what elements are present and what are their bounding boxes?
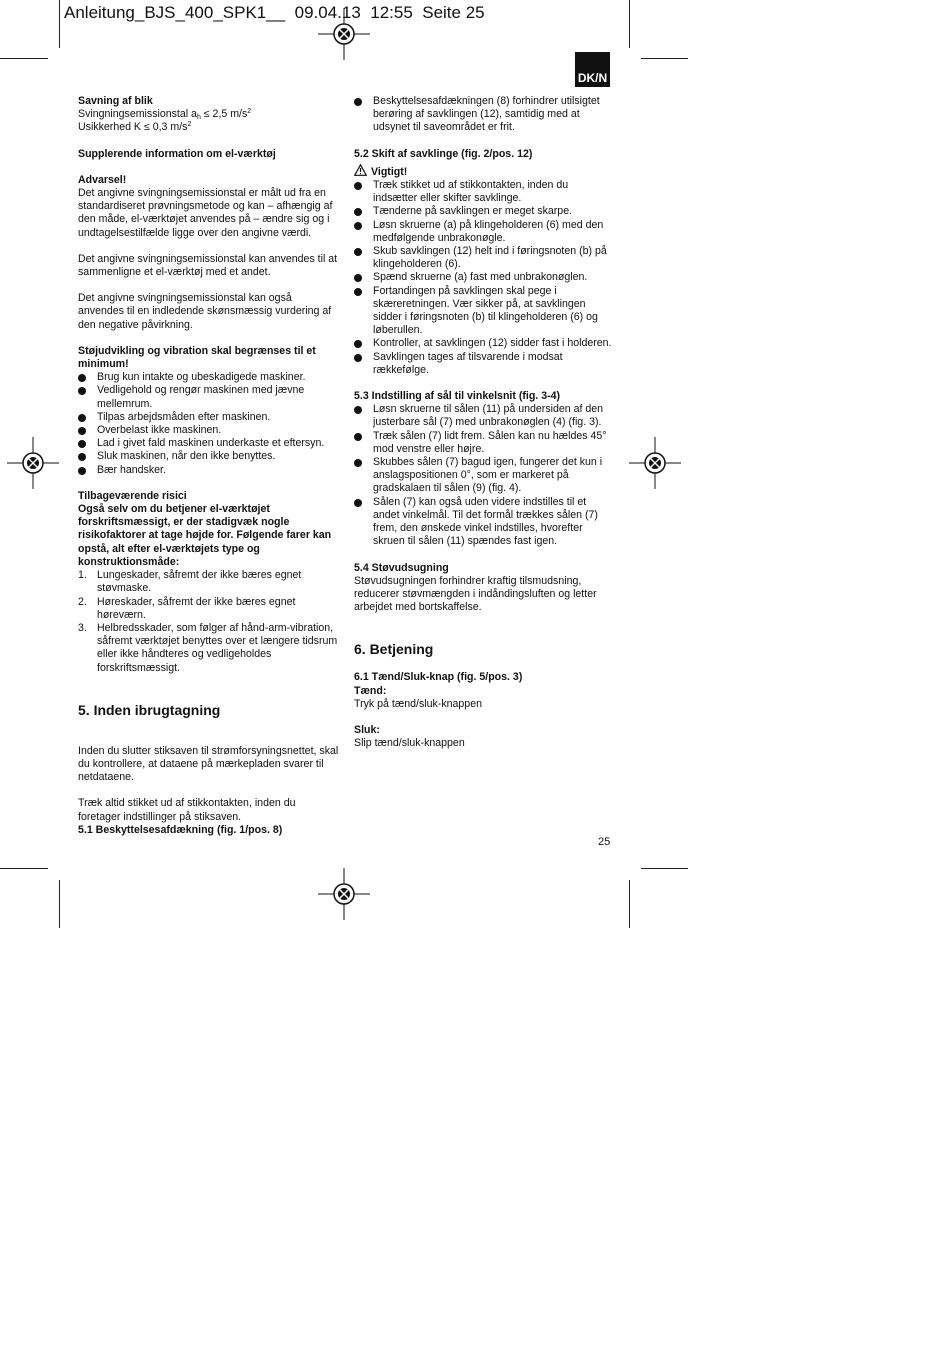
list-item [78,569,340,595]
crop-mark [0,58,48,59]
crop-mark [641,868,688,869]
uncertainty-label: Usikkerhed K ≤ 0,3 m/s [78,121,188,134]
list-text: Helbredsskader, som følger af hånd-arm-vibration, såfremt værktøjet benyttes over et længere tidsrum eller ikke håndteres og vedligeholdes forskriftsmæssigt. [97,621,338,674]
list-item: Løsn skruerne til sålen (11) på undersiden af den justerbare sål (7) med unbrakonøglen (4) (fig. 3). [354,403,612,429]
list-item: Spænd skruerne (a) fast med unbrakonøglen. [354,271,612,284]
blade-change-list [354,179,612,377]
warning-heading: Advarsel! [78,173,127,186]
list-item: Sålen (7) kan også uden videre indstilles til et andet vinkelmål. Til det formål trækkes sålen (7) frem, den ønskede vinkel indstilles, hvorefter skruen til sålen (11) spændes fast igen. [354,496,612,549]
list-item: Sluk maskinen, når den ikke benyttes. [78,450,340,463]
list-item: Overbelast ikke maskinen. [78,424,340,437]
section-6-title: 6. Betjening [354,641,434,658]
crop-mark [641,58,688,59]
list-item: Tilpas arbejdsmåden efter maskinen. [78,411,340,424]
list-text: Høreskader, såfremt der ikke bæres egnet høreværn. [97,595,296,621]
uncertainty-value [78,121,340,134]
vibration-amount: ≤ 2,5 m/s [200,108,248,121]
list-text: Lungeskader, såfremt der ikke bæres egnet støvmaske. [97,569,302,595]
uncertainty-superscript: 2 [187,121,192,129]
list-item: Lad i givet fald maskinen underkaste et eftersyn. [78,437,340,450]
important-note [354,164,612,179]
vibration-subscript: h [196,114,201,122]
registration-mark-icon [629,437,681,489]
vibration-superscript: 2 [247,108,252,116]
page-number: 25 [598,836,611,848]
list-item: Kontroller, at savklingen (12) sidder fast i holderen. [354,337,612,350]
important-label: Vigtigt! [371,165,408,178]
language-badge: DK/N [575,52,610,87]
list-item: Vedligehold og rengør maskinen med jævne mellemrum. [78,384,340,410]
list-item: Skub savklingen (12) helt ind i føringsnoten (b) på klingeholderen (6). [354,245,612,271]
registration-mark-icon [318,8,370,60]
section-5-paragraph-1: Inden du slutter stiksaven til strømforsyningsnettet, skal du kontrollere, at dataene på mærkepladen svarer til netdataene. [78,744,339,784]
list-item [78,596,340,622]
warning-paragraph-3: Det angivne svingningsemissionstal kan også anvendes til en indledende skønsmæssig vurdering af den negative påvirkning. [78,292,332,331]
residual-risks-intro: Også selv om du betjener el-værktøjet forskriftsmæssigt, er der stadigvæk nogle risikofaktorer at tage højde for. Følgende farer kan opstå, alt efter el-værktøjets type og konstruktionsmåde: [78,503,332,568]
crop-mark [59,880,60,928]
registration-mark-icon [318,868,370,920]
list-item [78,622,340,675]
list-item: Træk sålen (7) lidt frem. Sålen kan nu hældes 45° mod venstre eller højre. [354,430,612,456]
warning-triangle-icon [354,164,367,176]
list-item: Beskyttelsesafdækningen (8) forhindrer utilsigtet berøring af savklingen (12), samtidig med at udsynet til saveområdet er frit. [354,95,612,135]
residual-risks-list [78,569,340,675]
section-5-1-title: 5.1 Beskyttelsesafdækning (fig. 1/pos. 8) [78,823,283,836]
list-number: 2. [78,595,87,608]
crop-mark [629,0,630,48]
section-5-paragraph-2: Træk altid stikket ud af stikkontakten, inden du foretager indstillinger på stiksaven. [78,797,296,823]
registration-mark-icon [7,437,59,489]
off-text: Slip tænd/sluk-knappen [354,737,465,750]
section-6-1-title: 6.1 Tænd/Sluk-knap (fig. 5/pos. 3) [354,671,523,684]
warning-paragraph-2: Det angivne svingningsemissionstal kan anvendes til at sammenligne et el-værktøj med et andet. [78,252,338,279]
list-item: Bær handsker. [78,464,340,477]
list-item: Løsn skruerne (a) på klingeholderen (6) med den medfølgende unbrakonøgle. [354,219,612,245]
left-column [78,95,340,837]
warning-paragraph-1: Det angivne svingningsemissionstal er målt ud fra en standardiseret prøvningsmetode og kan – afhængig af den måde, el-værktøjet anvendes på – ændre sig og i undtagelsestilfælde ligge over den angivne værdi. [78,187,333,239]
supplementary-info-heading: Supplerende information om el-værktøj [78,147,276,160]
list-item: Træk stikket ud af stikkontakten, inden du indsætter eller skifter savklinge. [354,179,612,205]
noise-heading: Støjudvikling og vibration skal begrænses til et minimum! [78,344,316,371]
list-item: Fortandingen på savklingen skal pege i skæreretningen. Vær sikker på, at savklingen sidder i føringsnoten (b) til klingeholderen (6) og løberullen. [354,285,612,338]
crop-mark [629,880,630,928]
section-5-4-title: 5.4 Støvudsugning [354,561,449,574]
section-5-3-title: 5.3 Indstilling af sål til vinkelsnit (fig. 3-4) [354,390,561,403]
on-label: Tænd: [354,684,387,697]
residual-risks-heading: Tilbageværende risici [78,489,187,502]
savning-title: Savning af blik [78,95,153,107]
noise-list [78,371,340,477]
section-5-2-title: 5.2 Skift af savklinge (fig. 2/pos. 12) [354,147,533,160]
vibration-label: Svingningsemissionstal a [78,108,197,121]
list-item: Tænderne på savklingen er meget skarpe. [354,205,612,218]
print-header: Anleitung_BJS_400_SPK1__ 09.04.13 12:55 Seite 25 [64,3,485,22]
list-item: Skubbes sålen (7) bagud igen, fungerer det kun i anslagspositionen 0°, som er markeret på gradskalaen til sålen (9) (fig. 4). [354,456,612,496]
on-text: Tryk på tænd/sluk-knappen [354,697,482,710]
section-5-4-text: Støvudsugningen forhindrer kraftig tilsmudsning, reducerer støvmængden i indåndingsluften og letter arbejdet med bortskaffelse. [354,574,597,614]
right-column [354,95,612,750]
list-number: 1. [78,569,87,582]
off-label: Sluk: [354,723,380,736]
sole-adjust-list [354,403,612,548]
list-item: Brug kun intakte og ubeskadigede maskiner. [78,371,340,384]
section-5-title: 5. Inden ibrugtagning [78,701,221,718]
vibration-value [78,108,340,121]
list-number: 3. [78,621,87,634]
crop-mark [0,868,48,869]
crop-mark [59,0,60,48]
list-item: Savklingen tages af tilsvarende i modsat rækkefølge. [354,351,612,377]
